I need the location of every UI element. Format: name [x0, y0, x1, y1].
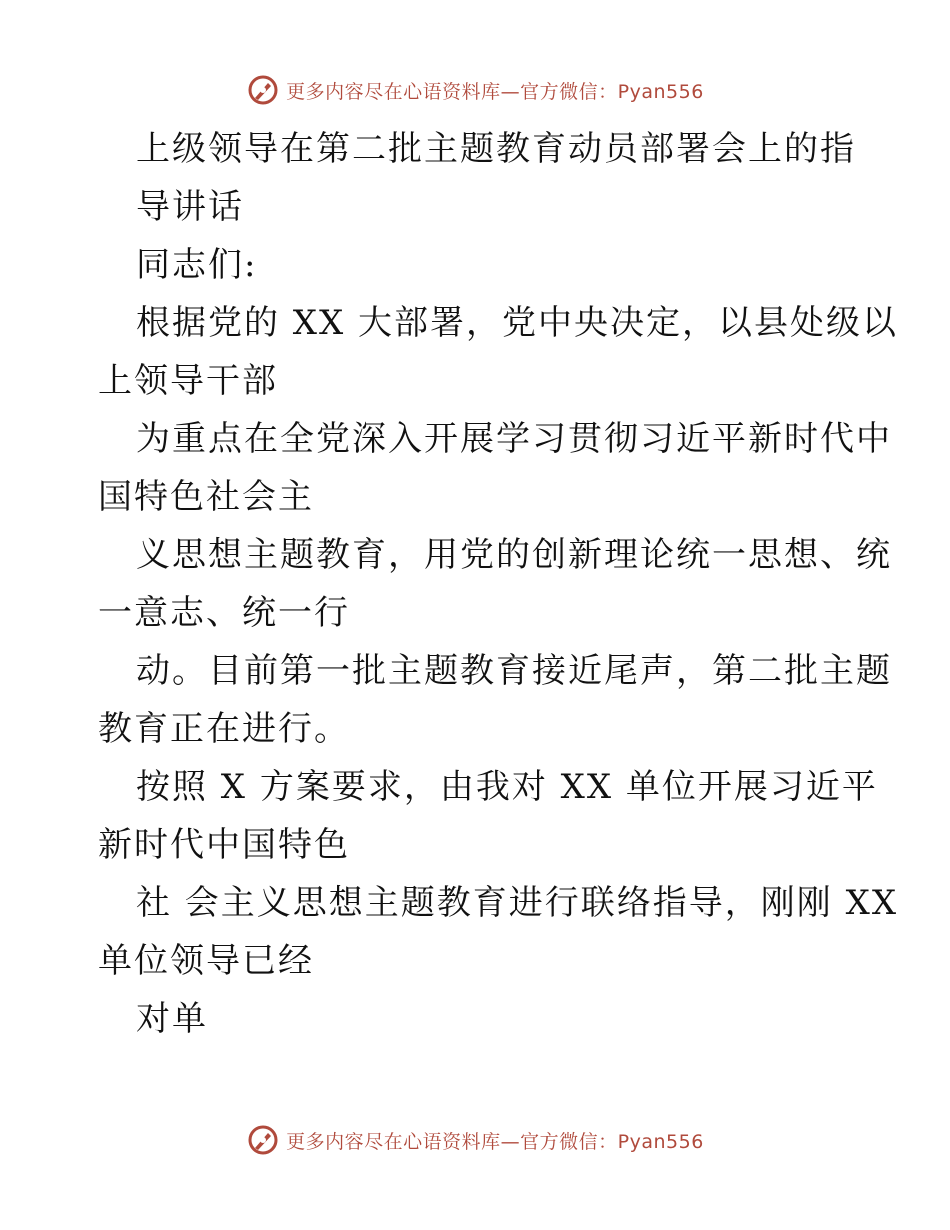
document-line: 上级领导在第二批主题教育动员部署会上的指 — [136, 129, 856, 169]
document-line: 一意志、统一行 — [98, 593, 350, 633]
document-line: 动。目前第一批主题教育接近尾声，第二批主题 — [136, 651, 892, 691]
document-line: 新时代中国特色 — [98, 825, 350, 865]
banner-text: 更多内容尽在心语资料库—官方微信：Pyan556 — [286, 1130, 704, 1153]
document-line: 导讲话 — [136, 187, 244, 227]
header-banner — [0, 70, 950, 110]
pen-nib-circle-icon — [246, 1123, 280, 1157]
document-line: 同志们: — [136, 245, 258, 285]
document-line: 单位领导已经 — [98, 941, 314, 981]
banner-text: 更多内容尽在心语资料库—官方微信：Pyan556 — [286, 80, 704, 103]
document-line: 按照 X 方案要求，由我对 XX 单位开展习近平 — [136, 767, 878, 807]
document-line: 教育正在进行。 — [98, 709, 350, 749]
document-line: 国特色社会主 — [98, 477, 314, 517]
pen-nib-circle-icon — [246, 73, 280, 107]
footer-banner — [0, 1120, 950, 1160]
document-line: 为重点在全党深入开展学习贯彻习近平新时代中 — [136, 419, 892, 459]
document-line: 根据党的 XX 大部署，党中央决定，以县处级以 — [136, 303, 899, 343]
document-line: 上领导干部 — [98, 361, 278, 401]
document-line: 社 会主义思想主题教育进行联络指导，刚刚 XX — [136, 883, 899, 923]
document-line: 对单 — [136, 999, 208, 1039]
document-body — [98, 120, 899, 1048]
document-line: 义思想主题教育，用党的创新理论统一思想、统 — [136, 535, 892, 575]
